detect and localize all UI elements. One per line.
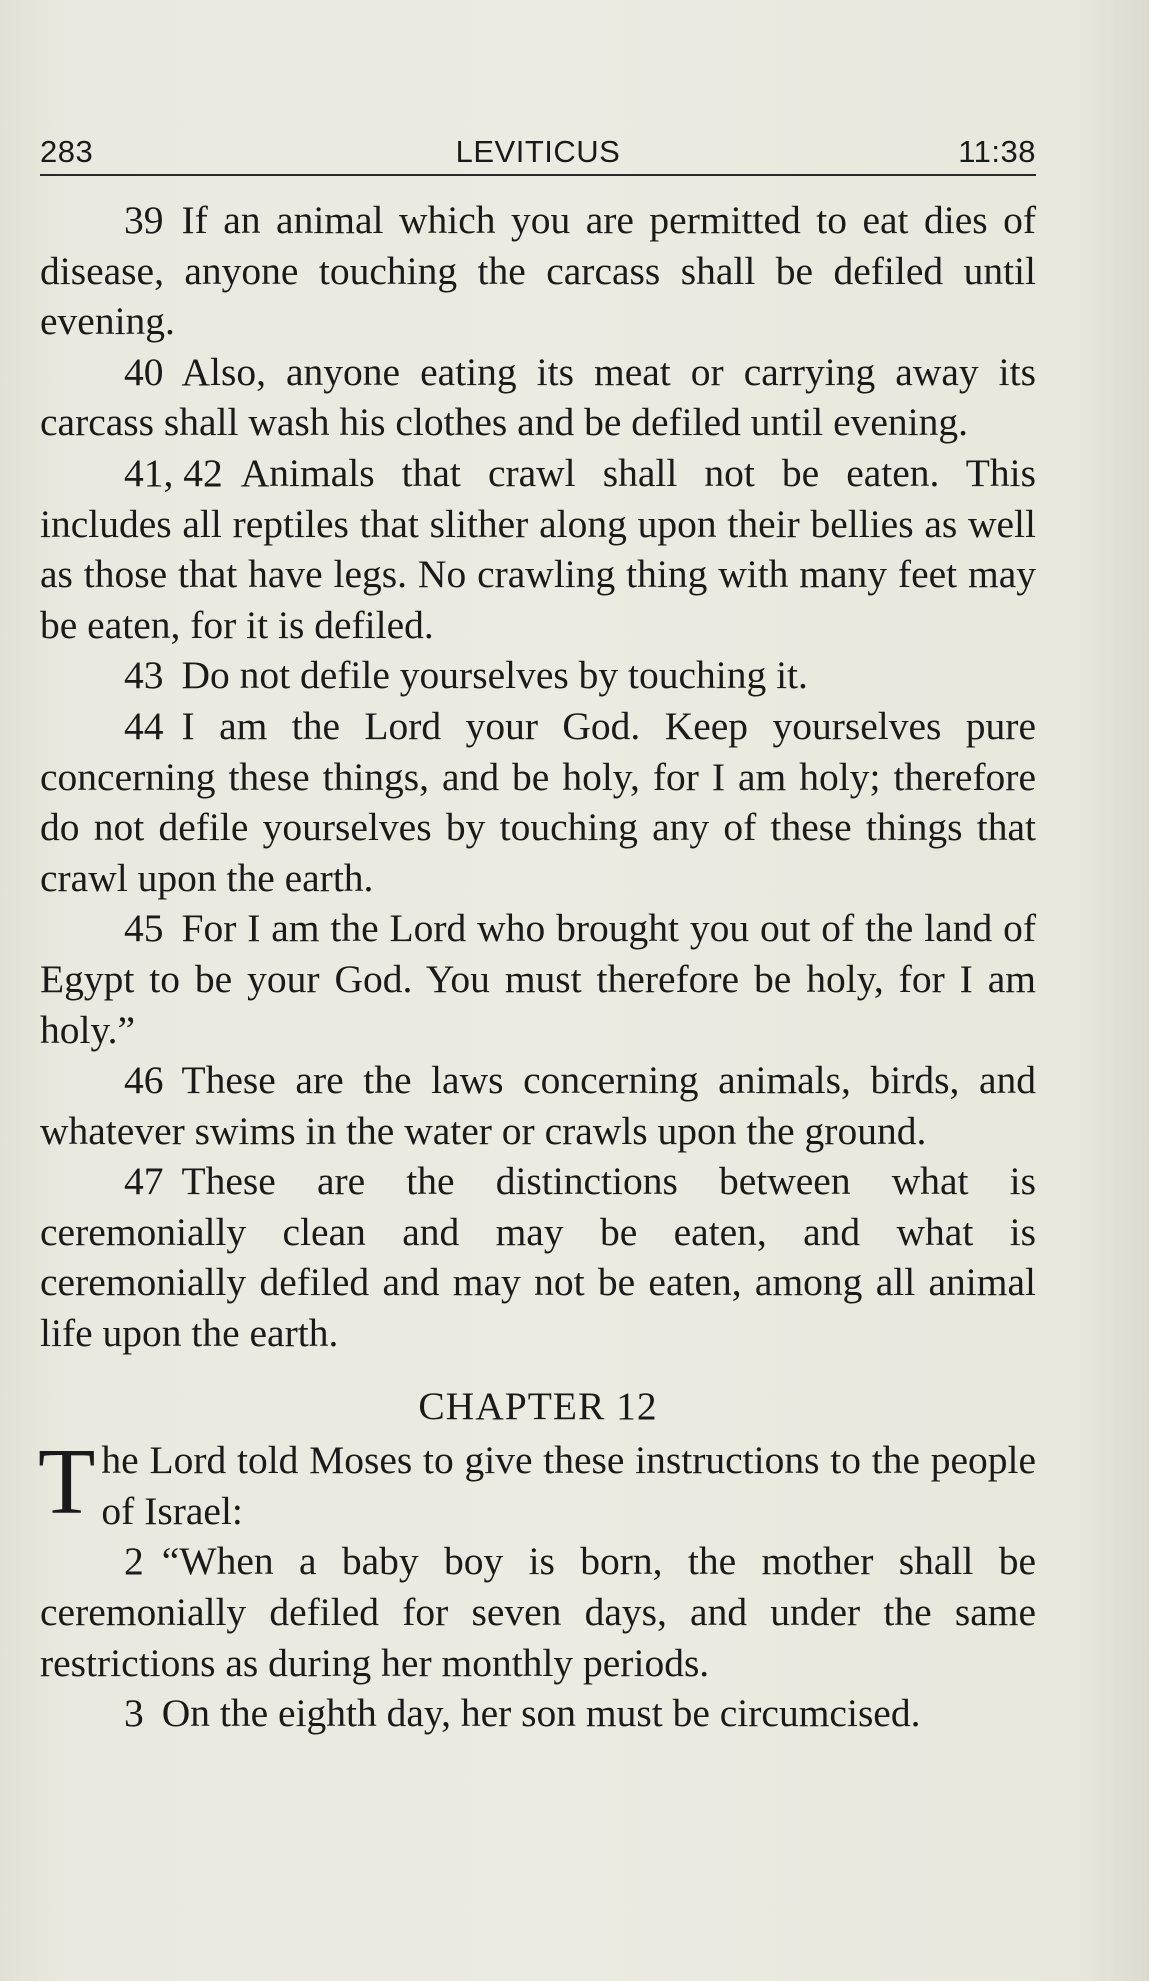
verse-text: “When a baby boy is born, the mother shall be ceremonially defiled for seven days, and under the same restrictions as during her monthly periods.: [40, 1539, 1036, 1685]
verse-text: On the eighth day, her son must be circumcised.: [161, 1691, 921, 1736]
verse-number: 2: [124, 1539, 144, 1584]
page-number: 283: [40, 134, 94, 169]
verse: [40, 1055, 1036, 1156]
verse-number: 39: [124, 198, 164, 242]
scripture-text: [40, 195, 1036, 1739]
chapter-verse-reference: 11:38: [958, 134, 1036, 169]
verse: [40, 1536, 1036, 1688]
verse: [40, 195, 1036, 347]
verse-text: Also, anyone eating its meat or carrying away its carcass shall wash his clothes and be defiled until evening.: [40, 349, 1036, 445]
chapter-heading: CHAPTER 12: [418, 1383, 658, 1428]
verse-text: If an animal which you are permitted to eat dies of disease, anyone touching the carcass shall be defiled until evening.: [40, 198, 1036, 344]
verse-number: 43: [124, 653, 164, 698]
verse: [40, 448, 1036, 650]
verse-number: 46: [124, 1058, 164, 1103]
verse-number: 41, 42: [124, 450, 223, 495]
opening-text: he Lord told Moses to give these instructions to the people of Israel:: [101, 1438, 1036, 1533]
verse-text: Animals that crawl shall not be eaten. This includes all reptiles that slither along upon their bellies as well as those that have legs. No crawling thing with many feet may be eaten, for it is defiled.: [40, 450, 1036, 647]
verse: [40, 701, 1036, 903]
verse-number: 47: [124, 1159, 164, 1204]
chapter-opening: [38, 1430, 1036, 1536]
verse-number: 45: [124, 906, 164, 951]
book-title: LEVITICUS: [455, 134, 621, 169]
verse: [40, 903, 1036, 1055]
verse: [40, 650, 1036, 701]
verse-number: 40: [124, 349, 164, 394]
verse-number: 44: [124, 703, 164, 748]
verse: [40, 347, 1036, 448]
verse-text: I am the Lord your God. Keep yourselves pure concerning these things, and be holy, for I am holy; therefore do not defile yourselves by touching any of these things that crawl upon the earth.: [40, 703, 1036, 900]
verse-number: 3: [124, 1691, 144, 1736]
verse-text: These are the distinctions between what is ceremonially clean and may be eaten, and what is ceremonially defiled and may not be eaten, among all animal life upon the earth.: [40, 1159, 1036, 1356]
verse-text: These are the laws concerning animals, birds, and whatever swims in the water or crawls upon the ground.: [40, 1058, 1036, 1153]
verse: [40, 1156, 1036, 1358]
verse: [40, 1688, 1036, 1739]
drop-cap: T: [38, 1430, 96, 1535]
verse-text: For I am the Lord who brought you out of the land of Egypt to be your God. You must therefore be holy, for I am holy.”: [40, 906, 1036, 1052]
running-header: [40, 132, 1036, 176]
verse-text: Do not defile yourselves by touching it.: [181, 653, 808, 698]
